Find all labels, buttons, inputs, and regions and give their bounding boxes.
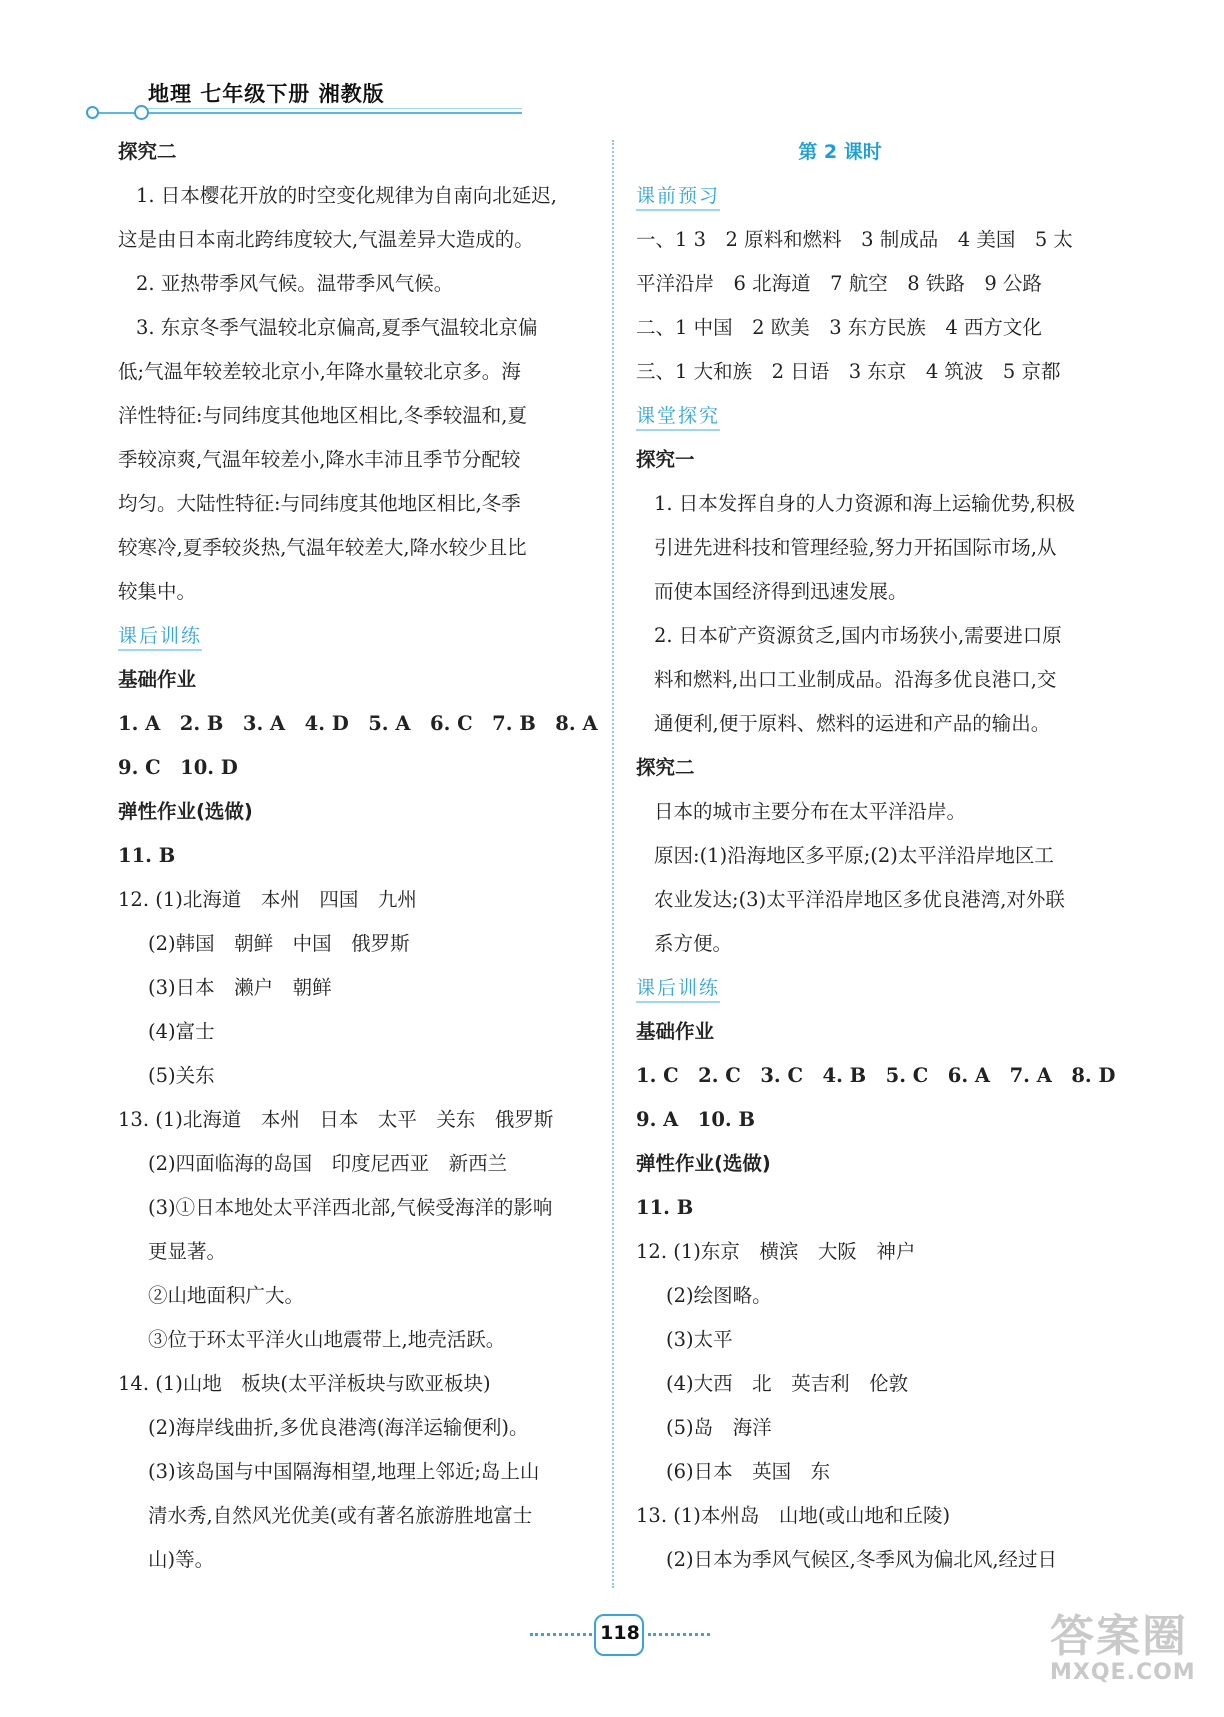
text-line: [636, 658, 1114, 702]
section-tag: [118, 614, 598, 658]
text-line: [118, 570, 598, 614]
answer-line-text: 9. C 10. D: [118, 756, 238, 779]
text-line: [118, 394, 598, 438]
text-line-text: 均匀。大陆性特征:与同纬度其他地区相比,冬季: [118, 492, 521, 515]
text-line: [636, 878, 1114, 922]
section-tag: [636, 966, 1114, 1010]
text-line: [636, 614, 1114, 658]
text-line-text: (5)关东: [148, 1064, 215, 1087]
text-line-text: 而使本国经济得到迅速发展。: [654, 580, 908, 603]
answer-line: [636, 1054, 1114, 1098]
text-line: [636, 526, 1114, 570]
text-line-text: 12. (1)东京 横滨 大阪 神户: [636, 1240, 916, 1263]
text-line: [636, 1450, 1114, 1494]
text-line: [636, 1318, 1114, 1362]
text-line-text: 三、1 大和族 2 日语 3 东京 4 筑波 5 京都: [636, 360, 1061, 383]
text-line: [118, 350, 598, 394]
header-line-thin: [142, 108, 522, 109]
section-heading: [636, 1010, 1114, 1054]
answer-line: [118, 746, 598, 790]
text-line-text: (2)海岸线曲折,多优良港湾(海洋运输便利)。: [148, 1416, 529, 1439]
text-line: [118, 1318, 598, 1362]
text-line-text: 低;气温年较差较北京小,年降水量较北京多。海: [118, 360, 521, 383]
text-line-text: 农业发达;(3)太平洋沿岸地区多优良港湾,对外联: [654, 888, 1065, 911]
text-line: [118, 526, 598, 570]
section-heading: [636, 746, 1114, 790]
watermark-top: 答案圈: [1050, 1611, 1188, 1662]
section-heading-text: 基础作业: [636, 1020, 715, 1043]
section-tag-text: 课堂探究: [636, 403, 720, 431]
answer-line-text: 1. A 2. B 3. A 4. D 5. A 6. C 7. B 8. A: [118, 712, 598, 735]
section-heading-text: 探究二: [118, 140, 177, 163]
text-line-text: 平洋沿岸 6 北海道 7 航空 8 铁路 9 公路: [636, 272, 1042, 295]
text-line-text: 13. (1)北海道 本州 日本 太平 关东 俄罗斯: [118, 1108, 554, 1131]
column-divider: [612, 140, 614, 1588]
text-line-text: ②山地面积广大。: [148, 1284, 305, 1307]
section-tag: [636, 394, 1114, 438]
text-line: [118, 1406, 598, 1450]
text-line: [118, 438, 598, 482]
text-line-text: 更显著。: [148, 1240, 227, 1263]
text-line: [118, 1230, 598, 1274]
text-line-text: 日本的城市主要分布在太平洋沿岸。: [654, 800, 967, 823]
answer-line: [118, 702, 598, 746]
left-column: [118, 130, 598, 1582]
answer-line-text: 9. A 10. B: [636, 1108, 755, 1131]
text-line-text: (3)日本 濑户 朝鲜: [148, 976, 332, 999]
text-line: [118, 1054, 598, 1098]
text-line: [118, 966, 598, 1010]
text-line-text: 通便利,便于原料、燃料的运进和产品的输出。: [654, 712, 1051, 735]
watermark: [1050, 1600, 1220, 1710]
text-line: [636, 702, 1114, 746]
section-heading: [636, 438, 1114, 482]
text-line-text: 清水秀,自然风光优美(或有著名旅游胜地富士: [148, 1504, 533, 1527]
section-heading-text: 基础作业: [118, 668, 197, 691]
text-line: [636, 790, 1114, 834]
text-line: [118, 878, 598, 922]
text-line: [118, 1274, 598, 1318]
text-line-text: (2)四面临海的岛国 印度尼西亚 新西兰: [148, 1152, 508, 1175]
text-line-text: 较寒冷,夏季较炎热,气温年较差大,降水较少且比: [118, 536, 527, 559]
text-line-text: 一、1 3 2 原料和燃料 3 制成品 4 美国 5 太: [636, 228, 1073, 251]
text-line-text: 原因:(1)沿海地区多平原;(2)太平洋沿岸地区工: [654, 844, 1054, 867]
section-heading: [118, 130, 598, 174]
section-tag-text: 课后训练: [118, 623, 202, 651]
section-heading-text: 探究二: [636, 756, 695, 779]
text-line-text: 引进先进科技和管理经验,努力开拓国际市场,从: [654, 536, 1057, 559]
header-dot-left: [86, 106, 99, 119]
text-line-text: 系方便。: [654, 932, 733, 955]
text-line: [636, 1274, 1114, 1318]
text-line-text: ③位于环太平洋火山地震带上,地壳活跃。: [148, 1328, 506, 1351]
text-line-text: (2)绘图略。: [666, 1284, 772, 1307]
text-line-text: (3)①日本地处太平洋西北部,气候受海洋的影响: [148, 1196, 553, 1219]
text-line-text: 较集中。: [118, 580, 197, 603]
text-line-text: (4)大西 北 英吉利 伦敦: [666, 1372, 909, 1395]
text-line-text: 料和燃料,出口工业制成品。沿海多优良港口,交: [654, 668, 1057, 691]
text-line-text: (5)岛 海洋: [666, 1416, 772, 1439]
text-line: [636, 218, 1114, 262]
text-line: [118, 1494, 598, 1538]
lesson-title-text: 第 2 课时: [798, 141, 882, 163]
text-line: [118, 218, 598, 262]
text-line-text: 13. (1)本州岛 山地(或山地和丘陵): [636, 1504, 951, 1527]
right-column: [636, 130, 1114, 1582]
header-line: [92, 112, 522, 114]
section-heading: [118, 790, 598, 834]
answer-line-text: 1. C 2. C 3. C 4. B 5. C 6. A 7. A 8. D: [636, 1064, 1116, 1087]
text-line: [118, 1450, 598, 1494]
text-line-text: (3)该岛国与中国隔海相望,地理上邻近;岛上山: [148, 1460, 540, 1483]
text-line-text: 山)等。: [148, 1548, 215, 1571]
section-heading: [636, 1142, 1114, 1186]
text-line-text: (6)日本 英国 东: [666, 1460, 831, 1483]
section-heading-text: 弹性作业(选做): [636, 1152, 771, 1175]
text-line-text: 1. 日本樱花开放的时空变化规律为自南向北延迟,: [136, 184, 558, 207]
answer-line: [636, 1186, 1114, 1230]
text-line: [118, 1538, 598, 1582]
text-line: [636, 1230, 1114, 1274]
text-line: [636, 1494, 1114, 1538]
text-line: [118, 306, 598, 350]
text-line-text: 洋性特征:与同纬度其他地区相比,冬季较温和,夏: [118, 404, 527, 427]
text-line: [118, 1186, 598, 1230]
watermark-bottom: MXQE.COM: [1050, 1660, 1196, 1685]
section-tag-text: 课前预习: [636, 183, 720, 211]
section-tag: [636, 174, 1114, 218]
text-line-text: 12. (1)北海道 本州 四国 九州: [118, 888, 417, 911]
text-line: [118, 262, 598, 306]
text-line: [636, 1538, 1114, 1582]
text-line-text: 季较凉爽,气温年较差小,降水丰沛且季节分配较: [118, 448, 521, 471]
page-number: 118: [600, 1622, 640, 1644]
page-number-box: [530, 1610, 710, 1660]
text-line-text: 二、1 中国 2 欧美 3 东方民族 4 西方文化: [636, 316, 1042, 339]
text-line: [636, 1362, 1114, 1406]
text-line-text: (4)富士: [148, 1020, 215, 1043]
lesson-title: [636, 130, 1114, 174]
text-line: [636, 306, 1114, 350]
text-line-text: 1. 日本发挥自身的人力资源和海上运输优势,积极: [654, 492, 1076, 515]
text-line: [118, 1142, 598, 1186]
text-line-text: (2)韩国 朝鲜 中国 俄罗斯: [148, 932, 410, 955]
header-dot-right: [134, 105, 149, 120]
page-number-dots-left: [530, 1633, 592, 1636]
text-line-text: (2)日本为季风气候区,冬季风为偏北风,经过日: [666, 1548, 1058, 1571]
text-line-text: 14. (1)山地 板块(太平洋板块与欧亚板块): [118, 1372, 491, 1395]
page-number-dots-right: [648, 1633, 710, 1636]
answer-line-text: 11. B: [636, 1196, 694, 1219]
answer-line-text: 11. B: [118, 844, 176, 867]
text-line-text: 3. 东京冬季气温较北京偏高,夏季气温较北京偏: [136, 316, 538, 339]
section-tag-text: 课后训练: [636, 975, 720, 1003]
text-line-text: (3)太平: [666, 1328, 733, 1351]
text-line: [118, 1362, 598, 1406]
text-line: [118, 1010, 598, 1054]
text-line-text: 这是由日本南北跨纬度较大,气温差异大造成的。: [118, 228, 534, 251]
answer-line: [118, 834, 598, 878]
header-title: 地理 七年级下册 湘教版: [148, 82, 385, 106]
text-line: [118, 174, 598, 218]
text-line: [636, 482, 1114, 526]
text-line: [636, 570, 1114, 614]
answer-line: [636, 1098, 1114, 1142]
text-line-text: 2. 亚热带季风气候。温带季风气候。: [136, 272, 454, 295]
text-line: [636, 1406, 1114, 1450]
text-line: [636, 922, 1114, 966]
section-heading-text: 弹性作业(选做): [118, 800, 253, 823]
text-line: [118, 922, 598, 966]
text-line: [118, 1098, 598, 1142]
text-line: [636, 262, 1114, 306]
text-line: [636, 350, 1114, 394]
text-line-text: 2. 日本矿产资源贫乏,国内市场狭小,需要进口原: [654, 624, 1062, 647]
text-line: [636, 834, 1114, 878]
section-heading: [118, 658, 598, 702]
section-heading-text: 探究一: [636, 448, 695, 471]
text-line: [118, 482, 598, 526]
